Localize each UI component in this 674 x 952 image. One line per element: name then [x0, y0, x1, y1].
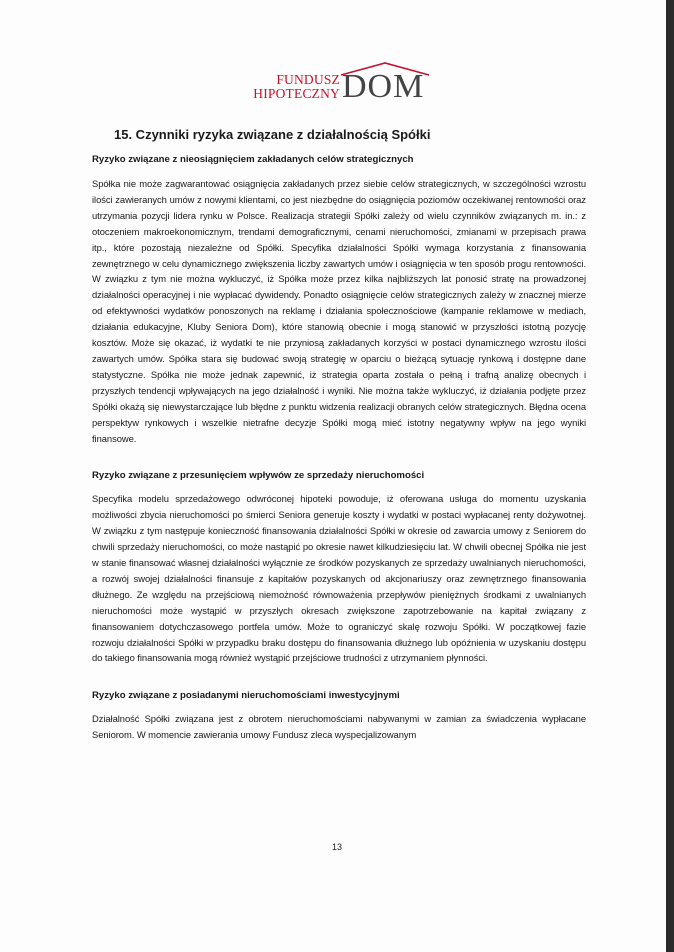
logo-line-2: HIPOTECZNY	[253, 86, 340, 101]
page-number: 13	[331, 842, 342, 852]
section-title: 15. Czynniki ryzyka związane z działalnością Spółki	[114, 127, 431, 142]
logo-text	[244, 73, 340, 101]
risk-heading-2: Ryzyko związane z przesunięciem wpływów ze sprzedaży nieruchomości	[92, 470, 425, 482]
risk-paragraph-3: Działalność Spółki związana jest z obrotem nieruchomościami nabywanymi w zamian za świadczenia wypłacane Seniorom. W momencie zawierania umowy Fundusz zleca wyspecjalizowanym	[92, 713, 586, 741]
logo-brand: DOM	[342, 68, 425, 105]
risk-heading-1: Ryzyko związane z nieosiągnięciem zakładanych celów strategicznych	[92, 154, 414, 165]
document-body	[92, 126, 586, 743]
logo-line-1: FUNDUSZ	[276, 72, 340, 87]
risk-paragraph-1: Spółka nie może zagwarantować osiągnięcia zakładanych przez siebie celów strategicznych, w szczególności wzrostu ilości zawieranych umów z nowymi klientami, co jest niezbędne do osiągnięcia poziomów oczekiwanej rentowności oraz utrzymania pozycji lidera rynku w Polsce. Realizacja strategii Spółki zależy od wielu czynników związanych m. in.: z otoczeniem makroekonomicznym, trendami demograficznymi, cenami nieruchomości, zmianami w przepisach prawa itp., które pozostają niezależne od Spółki. Specyfika działalności Spółki wymaga korzystania z finansowania zewnętrznego w celu dynamicznego zwiększenia liczby zawartych umów i osiągnięcia w ten sposób progu rentowności. W związku z tym nie można wykluczyć, iż Spółka może przez kilka najbliższych lat ponosić stratę na prowadzonej działalności operacyjnej i nie wypłacać dywidendy. Ponadto osiągnięcie celów strategicznych zależy w znacznej mierze od efektywności wydatków ponoszonych na reklamę i działania społecznościowe (kampanie reklamowe w mediach, działania edukacyjne, Kluby Seniora Dom), które stanowią obecnie i mogą stanowić w przyszłości istotną pozycję kosztów. Może się okazać, iż wydatki te nie przyniosą zakładanych korzyści w postaci dynamicznego wzrostu ilości zawartych umów. Spółka stara się budować swoją strategię w oparciu o bieżącą sytuację rynkową i dostępne dane statystyczne. Spółka nie może jednak zapewnić, iż strategia oparta została o pełną i trafną analizę obecnych i przyszłych tendencji wpływających na jego działalność i wyniki. Nie można także wykluczyć, iż działania podjęte przez Spółki okażą się niewystarczające lub błędne z punktu widzenia realizacji obranych celów strategicznych. Błędna ocena perspektyw rynkowych i wszelkie nietrafne decyzje Spółki mogą mieć istotny negatywny wpływ na jego wyniki finansowe.	[92, 178, 586, 444]
risk-heading-3: Ryzyko związane z posiadanymi nieruchomościami inwestycyjnymi	[92, 690, 400, 702]
company-logo	[244, 62, 434, 110]
risk-paragraph-2: Specyfika modelu sprzedażowego odwróconej hipoteki powoduje, iż oferowana usługa do momentu uzyskania możliwości zbycia nieruchomości po śmierci Seniora generuje koszty i wydatki w postaci wypłacanej renty dożywotnej. W związku z tym następuje konieczność finansowania działalności Spółki w okresie od zawarcia umowy z Seniorem do chwili sprzedaży nieruchomości, co może nastąpić po okresie nawet kilkudziesięciu lat. W chwili obecnej Spółka nie jest w stanie finansować własnej działalności wyłącznie ze środków pozyskanych ze sprzedaży uwalnianych nieruchomości, a rozwój swojej działalności finansuje z kapitałów pozyskanych od akcjonariuszy oraz zewnętrznego finansowania dłużnego. Ze względu na przejściową niemożność równoważenia przepływów pieniężnych środkami z uwalnianych nieruchomości może wystąpić w przyszłych okresach zwiększone zapotrzebowanie na kapitał związany z finansowaniem dotychczasowego portfela umów. Może to ograniczyć skalę rozwoju Spółki. W początkowej fazie rozwoju działalności Spółki w przypadku braku dostępu do finansowania dłużnego lub opóźnienia w uzyskaniu dostępu do takiego finansowania mogą również wystąpić przejściowe trudności z utrzymaniem płynności.	[92, 493, 586, 664]
